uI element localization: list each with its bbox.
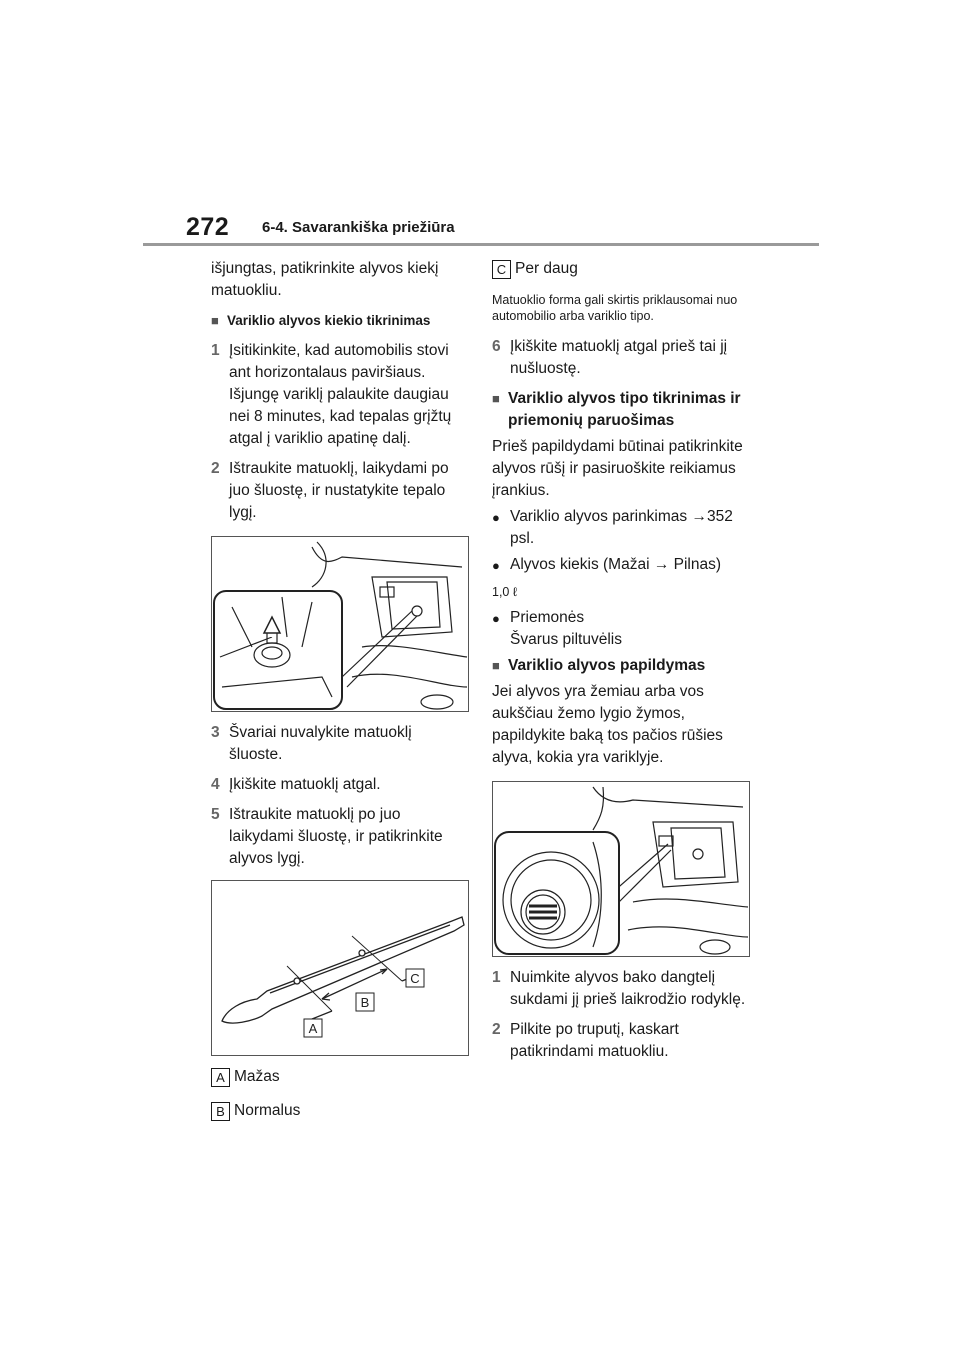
step-number: 2	[211, 460, 220, 477]
step-number: 1	[492, 969, 501, 986]
list-text-line: Priemonės	[510, 609, 585, 626]
callout-letter-c: C	[410, 971, 420, 986]
legend-text: Mažas	[234, 1068, 280, 1085]
oil-filler-cap-figure	[492, 781, 750, 957]
step-number: 6	[492, 338, 501, 355]
legend-key: B	[211, 1102, 230, 1121]
step-text: Ištraukite matuoklį, laikydami po juo šluostę, ir nustatykite tepalo lygį.	[229, 460, 449, 521]
dipstick-location-figure	[211, 536, 469, 712]
heading-oil-type-check	[492, 388, 758, 432]
step-item	[492, 967, 758, 1011]
legend-item-a	[211, 1066, 469, 1088]
prep-paragraph: Prieš papildydami būtinai patikrinkite alyvos rūšį ir pasiruoškite reikiamus įrankius.	[492, 438, 743, 499]
left-column	[211, 258, 469, 1122]
figure-callout-b	[356, 993, 374, 1011]
engine-bay-dipstick-illustration	[212, 537, 468, 711]
figure-callout-a	[304, 1019, 322, 1037]
list-item	[492, 506, 758, 550]
list-text: Alyvos kiekis (Mažai → Pilnas)	[510, 556, 722, 573]
page-number: 272	[186, 213, 230, 241]
legend-key: C	[492, 260, 511, 279]
oil-amount: 1,0 ℓ	[492, 585, 517, 599]
step-item	[492, 336, 758, 380]
list-text	[510, 607, 758, 651]
step-text: Nuimkite alyvos bako dangtelį sukdami jį prieš laikrodžio rodyklę.	[510, 969, 746, 1008]
step-text: Įkiškite matuoklį atgal prieš tai jį nušluostę.	[510, 338, 728, 377]
header-rule	[143, 243, 819, 246]
step-text: Švariai nuvalykite matuoklį šluoste.	[229, 724, 412, 763]
square-bullet-icon: ■	[492, 658, 500, 673]
filled-circle-icon: ●	[492, 611, 500, 626]
figure-callout-c	[406, 969, 424, 987]
step-item	[492, 1019, 758, 1063]
step-item	[211, 458, 469, 524]
step-item	[211, 774, 469, 796]
square-bullet-icon: ■	[492, 391, 500, 406]
filled-circle-icon: ●	[492, 510, 500, 525]
step-item	[211, 340, 469, 450]
heading-text: Variklio alyvos tipo tikrinimas ir priemonių paruošimas	[508, 390, 741, 429]
square-bullet-icon: ■	[211, 313, 219, 328]
step-text: Įsitikinkite, kad automobilis stovi ant horizontalaus paviršiaus. Išjungę variklį palaukite daugiau nei 8 minutes, kad tepalas grįžtų atgal į variklio apatinę dalį.	[229, 342, 452, 447]
step-number: 3	[211, 724, 220, 741]
refill-paragraph: Jei alyvos yra žemiau arba vos aukščiau žemo lygio žymos, papildykite baką tos pačios rūšies alyva, kokia yra variklyje.	[492, 683, 723, 766]
step-item	[211, 804, 469, 870]
dipstick-illustration	[212, 881, 468, 1055]
step-text: Pilkite po truputį, kaskart patikrindami matuokliu.	[510, 1021, 679, 1060]
step-number: 2	[492, 1021, 501, 1038]
intro-paragraph: išjungtas, patikrinkite alyvos kiekį matuokliu.	[211, 260, 439, 299]
list-item	[492, 607, 758, 651]
legend-key: A	[211, 1068, 230, 1087]
right-column	[492, 258, 758, 1063]
legend-item-c	[492, 258, 758, 280]
filled-circle-icon: ●	[492, 558, 500, 573]
legend-item-b	[211, 1100, 469, 1122]
list-item	[492, 554, 758, 577]
dipstick-levels-figure	[211, 880, 469, 1056]
step-number: 1	[211, 342, 220, 359]
step-number: 5	[211, 806, 220, 823]
legend-text: Normalus	[234, 1102, 301, 1119]
list-text: Variklio alyvos parinkimas →352 psl.	[510, 508, 733, 547]
section-title: 6-4. Savarankiška priežiūra	[262, 219, 455, 236]
legend-text: Per daug	[515, 260, 578, 277]
heading-oil-level-check	[211, 310, 469, 332]
step-number: 4	[211, 776, 220, 793]
heading-text: Variklio alyvos kiekio tikrinimas	[227, 313, 431, 328]
step-text: Įkiškite matuoklį atgal.	[229, 776, 381, 793]
heading-text: Variklio alyvos papildymas	[508, 657, 706, 674]
shape-note: Matuoklio forma gali skirtis priklausomai nuo automobilio arba variklio tipo.	[492, 293, 738, 323]
list-text-line: Švarus piltuvėlis	[510, 631, 622, 648]
callout-letter-b: B	[360, 995, 370, 1010]
callout-letter-a: A	[308, 1021, 318, 1036]
heading-oil-refill	[492, 655, 758, 677]
step-text: Ištraukite matuoklį po juo laikydami šluostę, ir patikrinkite alyvos lygį.	[229, 806, 443, 867]
engine-bay-filler-cap-illustration	[493, 782, 749, 956]
step-item	[211, 722, 469, 766]
